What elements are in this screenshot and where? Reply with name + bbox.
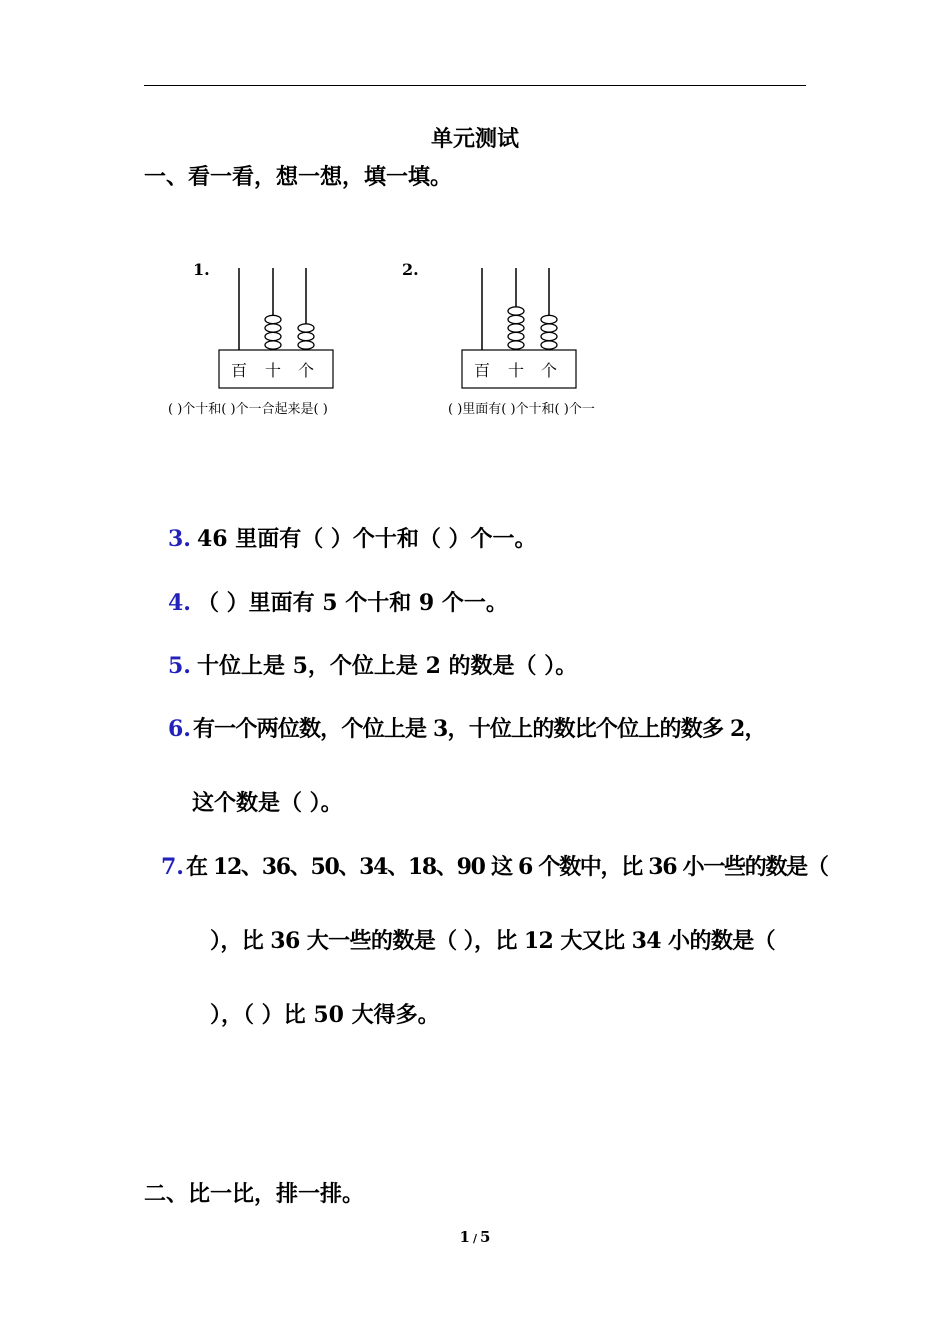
abacus-bead bbox=[298, 324, 314, 332]
figure-number-1: 1. bbox=[193, 260, 210, 279]
abacus-bead bbox=[265, 332, 281, 340]
question-number: 4. bbox=[168, 590, 191, 616]
question-number: 6. bbox=[168, 716, 191, 742]
abacus-bead bbox=[265, 315, 281, 323]
page-number bbox=[0, 1228, 950, 1246]
question-number: 7. bbox=[161, 854, 184, 880]
abacus-bead bbox=[541, 332, 557, 340]
abacus-bead bbox=[508, 324, 524, 332]
question-7-continuation-2: ），（ ）比 50 大得多。 bbox=[210, 1002, 440, 1028]
abacus-figure-2 bbox=[458, 262, 583, 392]
current-page: 1 bbox=[459, 1228, 470, 1246]
figure-caption-2: ( )里面有( )个十和( )个一 bbox=[448, 402, 595, 417]
question-text: 46 里面有（ ）个十和（ ）个一。 bbox=[196, 526, 537, 552]
section-heading-1: 一、看一看，想一想，填一填。 bbox=[144, 164, 453, 190]
question-text: 在 12、36、50、34、18、90 这 6 个数中，比 36 小一些的数是（ bbox=[185, 854, 828, 880]
header-rule bbox=[144, 85, 806, 86]
question-number: 5. bbox=[168, 653, 191, 679]
question-7-continuation-1: ），比 36 大一些的数是（ ），比 12 大又比 34 小的数是（ bbox=[210, 928, 776, 954]
abacus-figure-1 bbox=[215, 262, 340, 392]
abacus-bead bbox=[541, 324, 557, 332]
abacus-bead bbox=[265, 324, 281, 332]
question-text: 有一个两位数，个位上是 3，十位上的数比个位上的数多 2， bbox=[192, 716, 766, 742]
section-heading-2: 二、比一比，排一排。 bbox=[144, 1181, 365, 1207]
question-6 bbox=[168, 712, 766, 743]
abacus-bead bbox=[541, 315, 557, 323]
abacus-label-tens: 十 bbox=[264, 361, 282, 380]
question-7 bbox=[161, 850, 828, 881]
total-pages: 5 bbox=[480, 1228, 491, 1246]
abacus-label-tens: 十 bbox=[507, 361, 525, 380]
abacus-label-ones: 个 bbox=[540, 361, 558, 380]
question-3 bbox=[168, 522, 537, 553]
abacus-bead bbox=[298, 332, 314, 340]
abacus-label-hundreds: 百 bbox=[230, 361, 248, 380]
abacus-bead bbox=[508, 307, 524, 315]
question-4 bbox=[168, 586, 508, 617]
page-title: 单元测试 bbox=[430, 126, 519, 152]
abacus-bead bbox=[298, 341, 314, 349]
abacus-label-hundreds: 百 bbox=[473, 361, 491, 380]
page-separator: / bbox=[472, 1232, 478, 1245]
question-text: 十位上是 5，个位上是 2 的数是（ ）。 bbox=[196, 653, 578, 679]
abacus-label-ones: 个 bbox=[297, 361, 315, 380]
question-6-continuation: 这个数是（ ）。 bbox=[192, 790, 343, 816]
figure-caption-1: ( )个十和( )个一合起来是( ) bbox=[168, 402, 328, 417]
question-number: 3. bbox=[168, 526, 191, 552]
figure-number-2: 2. bbox=[402, 260, 419, 279]
abacus-bead bbox=[265, 341, 281, 349]
abacus-bead bbox=[508, 332, 524, 340]
abacus-bead bbox=[541, 341, 557, 349]
abacus-bead bbox=[508, 341, 524, 349]
question-text: （ ）里面有 5 个十和 9 个一。 bbox=[196, 590, 508, 616]
abacus-bead bbox=[508, 315, 524, 323]
question-5 bbox=[168, 649, 577, 680]
